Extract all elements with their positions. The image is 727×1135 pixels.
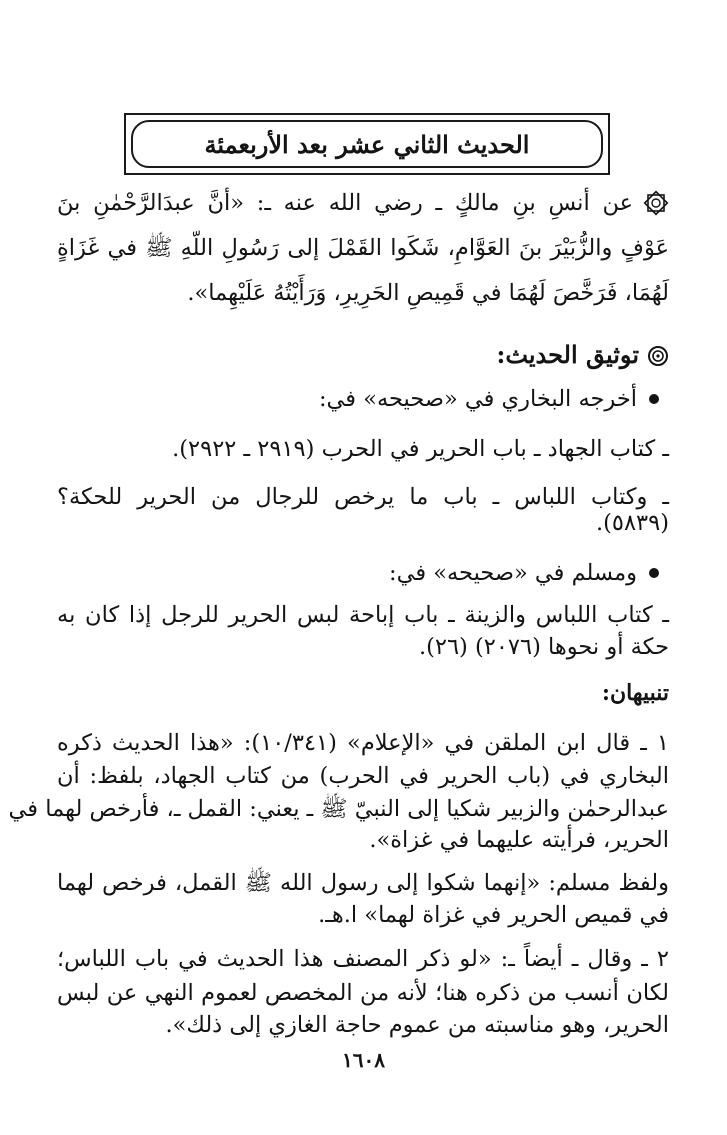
muslim-intro — [389, 560, 659, 586]
bukhari-ref-1: ـ كتاب الجهاد ـ باب الحرير في الحرب (٢٩١٩ ـ ٢٩٢٢). — [172, 436, 669, 462]
notes-heading: تنبيهان: — [601, 680, 669, 706]
hadith-line-2: عَوْفٍ والزُّبَيْرَ بنَ العَوَّامِ، شَكَوا القَمْلَ إلى رَسُولِ اللّهِ ﷺ في غَزَاةٍ — [57, 235, 669, 261]
page-title: الحديث الثاني عشر بعد الأربعمئة — [204, 129, 530, 159]
note2-line-2: لكان أنسب من ذكره هنا؛ لأنه من المخصص لعموم النهي عن لبس — [57, 980, 669, 1006]
title-inner-frame — [131, 120, 603, 168]
hadith-line-3: لَهُمَا، فَرَخَّصَ لَهُمَا في قَمِيصِ الحَرِيرِ، وَرَأَيْتُهُ عَلَيْهِما». — [187, 280, 669, 306]
flower-ornament-icon — [647, 344, 669, 366]
bullet-icon — [649, 568, 659, 578]
hadith-line-1 — [57, 190, 669, 216]
page-number: ١٦٠٨ — [342, 1048, 385, 1072]
bullet-icon — [649, 394, 659, 404]
note1-line-2: البخاري في (باب الحرير في الحرب) من كتاب الجهاد، بلفظ: أن — [57, 763, 669, 789]
documentation-heading-text: توثيق الحديث: — [496, 340, 639, 369]
muslim-ref-line-2: حكة أو نحوها (٢٠٧٦) (٢٦). — [418, 634, 669, 660]
star-ornament-icon — [643, 190, 669, 216]
documentation-heading — [496, 340, 669, 369]
note1-line-1: ١ ـ قال ابن الملقن في «الإعلام» (١٠/٣٤١): «هذا الحديث ذكره — [57, 730, 670, 756]
muslim-wording-line-2: في قميص الحرير في غزاة لهما» ا.هـ. — [318, 902, 669, 928]
bukhari-ref-2-line-1: ـ وكتاب اللباس ـ باب ما يرخص للرجال من الحرير للحكة؟ — [57, 484, 669, 510]
note2-line-1: ٢ ـ وقال ـ أيضاً ـ: «لو ذكر المصنف هذا الحديث في باب اللباس؛ — [57, 946, 669, 972]
bukhari-intro-text: أخرجه البخاري في «صحيحه» في: — [318, 386, 637, 412]
note2-line-3: الحرير، وهو مناسبته من عموم حاجة الغازي إلى ذلك». — [165, 1012, 669, 1038]
note1-line-4: الحرير، فرأيته عليهما في غزاة». — [369, 827, 669, 853]
muslim-intro-text: ومسلم في «صحيحه» في: — [388, 560, 637, 586]
title-frame — [124, 113, 610, 175]
muslim-ref-line-1: ـ كتاب اللباس والزينة ـ باب إباحة لبس الحرير للرجل إذا كان به — [57, 602, 669, 628]
bukhari-ref-2-line-2: (٥٨٣٩). — [595, 510, 669, 536]
bukhari-intro — [319, 386, 659, 412]
note1-line-3: عبدالرحمٰن والزبير شكيا إلى النبيّ ﷺ ـ يعني: القمل ـ، فأرخص لهما في — [8, 796, 669, 822]
muslim-wording-line-1: ولفظ مسلم: «إنهما شكوا إلى رسول الله ﷺ القمل، فرخص لهما — [57, 870, 669, 896]
hadith-text-1: عن أنسِ بنِ مالكٍ ـ رضي الله عنه ـ: «أنَّ عبدَالرَّحْمٰنِ بنَ — [57, 190, 633, 216]
